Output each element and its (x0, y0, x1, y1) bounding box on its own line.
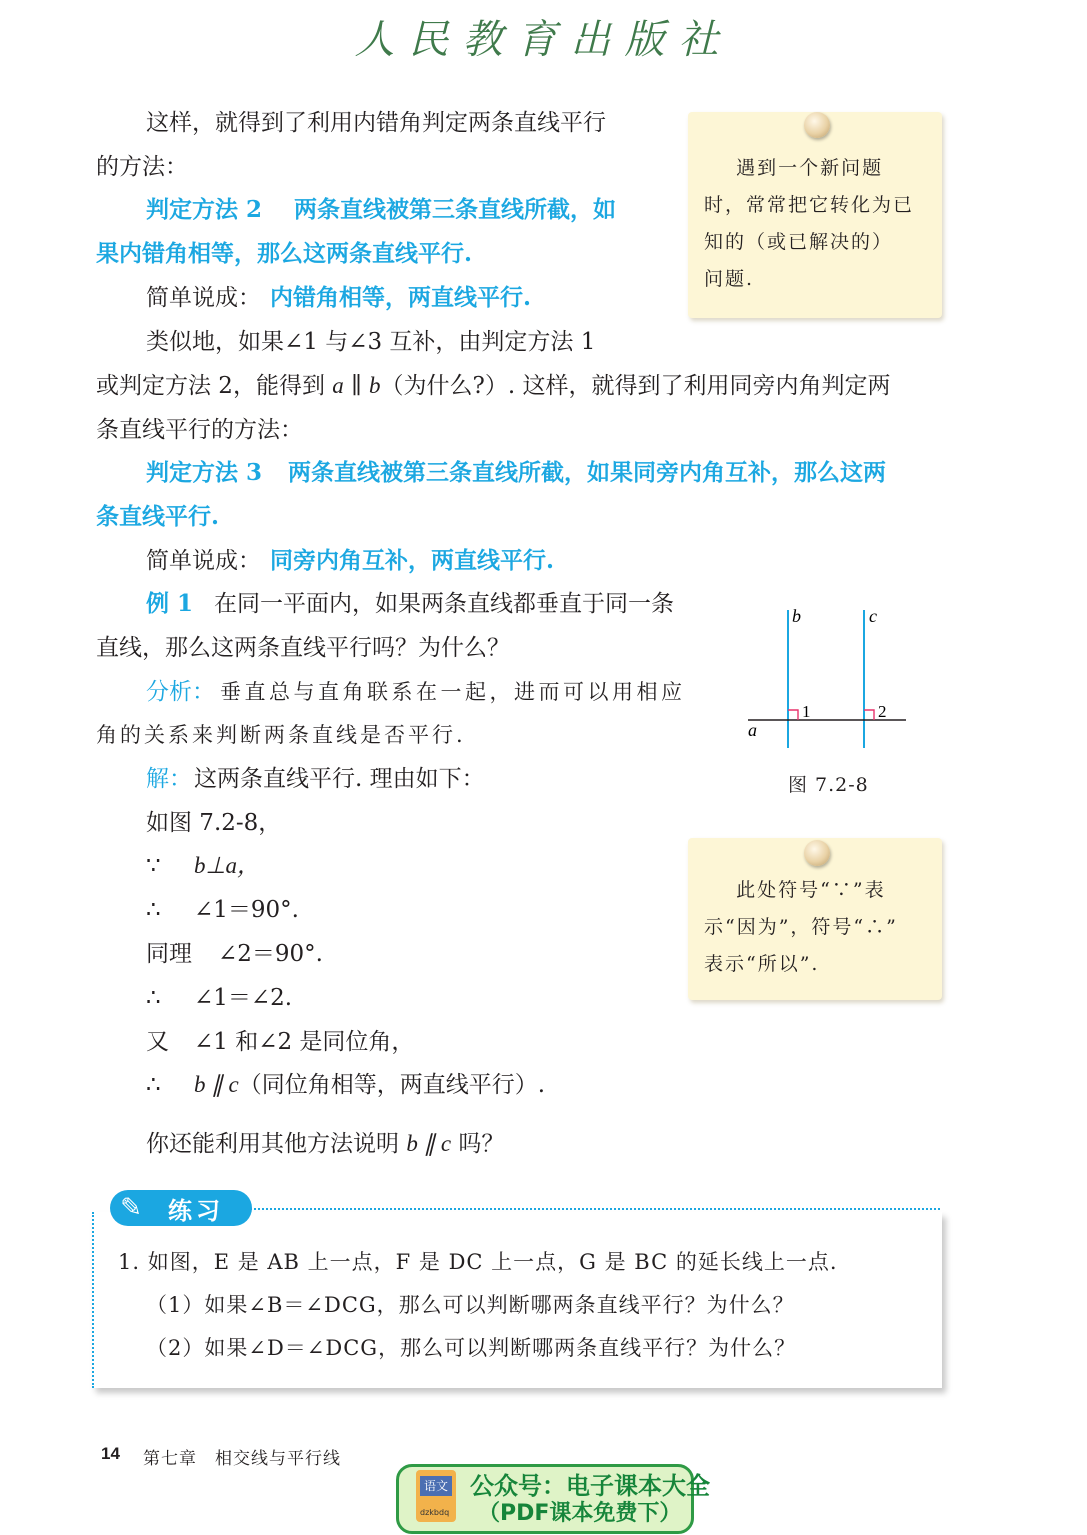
right-angle-2 (864, 710, 874, 720)
proof-step-prefix: 又 (146, 1029, 169, 1055)
label-angle-1: 1 (802, 702, 811, 721)
proof-step: ∠1 和∠2 是同位角， (194, 1029, 415, 1055)
var-a: a (332, 373, 344, 398)
page-number: 14 (101, 1444, 120, 1463)
note-text: 遇到一个新问题 时，常常把它转化为已 知的（或已解决的） 问题. (704, 157, 915, 290)
text-segment: 或判定方法 2，能得到 (96, 373, 333, 399)
proof-step: b⊥a， (194, 853, 261, 878)
proof-step (194, 1070, 545, 1100)
proof-step-prefix: 同理 (146, 941, 192, 967)
summary-text: 内错角相等，两直线平行. (270, 284, 532, 311)
summary-prefix: 简单说成： (146, 548, 261, 574)
because-symbol: ∵ (146, 853, 161, 879)
method-3-text: 两条直线被第三条直线所截，如果同旁内角互补，那么这两 (288, 459, 886, 486)
paragraph-line: 条直线平行的方法： (96, 417, 303, 443)
figure-caption: 图 7.2-8 (788, 774, 869, 796)
method-3-label: 判定方法 3 (146, 459, 263, 486)
pin-icon (804, 840, 830, 866)
sticky-note (688, 112, 942, 318)
parallel-symbol: ∥ (343, 373, 370, 399)
method-2-text: 果内错角相等，那么这两条直线平行. (96, 240, 473, 267)
paragraph-line: 的方法： (96, 154, 188, 180)
publisher-logo: 人民教育出版社 (354, 17, 733, 63)
divider (250, 1208, 940, 1210)
figure-7-2-8 (740, 600, 920, 760)
exercise-subquestion: （1）如果∠B＝∠DCG，那么可以判断哪两条直线平行？为什么？ (146, 1293, 795, 1317)
note-text: 此处符号“∵”表 示“因为”，符号“∴” 表示“所以”. (704, 879, 898, 975)
example-text: 在同一平面内，如果两条直线都垂直于同一条 (214, 591, 674, 617)
proof-step: ∠1＝∠2. (194, 985, 293, 1011)
proof-step: ∠2＝90°. (218, 941, 323, 967)
therefore-symbol: ∴ (146, 985, 161, 1011)
method-2-text: 两条直线被第三条直线所截，如 (294, 196, 616, 223)
pin-icon (804, 112, 830, 138)
exercise-icon: ✎ (120, 1193, 142, 1223)
label-a: a (748, 720, 757, 740)
method-2-label: 判定方法 2 (146, 196, 263, 223)
chapter-title: 第七章 相交线与平行线 (143, 1449, 341, 1469)
text-segment: （为什么?）. 这样，就得到了利用同旁内角判定两 (380, 373, 891, 399)
solution-text: 这两条直线平行. 理由如下： (194, 766, 485, 792)
badge-text: （PDF课本免费下） (478, 1501, 682, 1526)
label-c: c (869, 606, 877, 626)
example-label: 例 1 (146, 590, 194, 617)
exercise-title: 练习 (168, 1197, 224, 1225)
text-segment: （同位角相等，两直线平行）. (238, 1072, 546, 1098)
method-3-text: 条直线平行. (96, 503, 220, 530)
text-segment: 吗？ (451, 1131, 505, 1157)
label-b: b (792, 606, 801, 626)
var-b: b (369, 373, 381, 398)
question (146, 1129, 504, 1159)
summary-prefix: 简单说成： (146, 285, 261, 311)
summary-text: 同旁内角互补，两直线平行. (270, 547, 555, 574)
example-text: 直线，那么这两条直线平行吗？为什么？ (96, 635, 510, 661)
parallel-statement: b ∥ c (406, 1131, 452, 1156)
right-angle-1 (788, 710, 798, 720)
solution-label: 解： (146, 766, 192, 792)
exercise-question: 1. 如图，E 是 AB 上一点，F 是 DC 上一点，G 是 BC 的延长线上一点. (118, 1250, 838, 1274)
therefore-symbol: ∴ (146, 897, 161, 923)
exercise-subquestion: （2）如果∠D＝∠DCG，那么可以判断哪两条直线平行？为什么？ (146, 1336, 797, 1360)
badge-text: 公众号：电子课本大全 (470, 1472, 710, 1500)
parallel-statement: b ∥ c (194, 1072, 239, 1097)
therefore-symbol: ∴ (146, 1072, 161, 1098)
book-icon-sublabel: dzkbdq (420, 1508, 450, 1517)
analysis-text: 垂直总与直角联系在一起，进而可以用相应 (220, 680, 686, 704)
sticky-note (688, 838, 942, 1000)
proof-step: 如图 7.2-8， (146, 810, 282, 836)
paragraph-line (96, 371, 890, 401)
text-segment: 你还能利用其他方法说明 (146, 1131, 407, 1157)
book-icon-label: 语文 (420, 1476, 452, 1496)
paragraph-line: 类似地，如果∠1 与∠3 互补，由判定方法 1 (146, 329, 596, 355)
analysis-text: 角的关系来判断两条直线是否平行. (96, 723, 466, 747)
analysis-label: 分析： (146, 679, 215, 705)
label-angle-2: 2 (878, 702, 887, 721)
proof-step: ∠1＝90°. (194, 897, 299, 923)
paragraph-line: 这样，就得到了利用内错角判定两条直线平行 (146, 110, 606, 136)
